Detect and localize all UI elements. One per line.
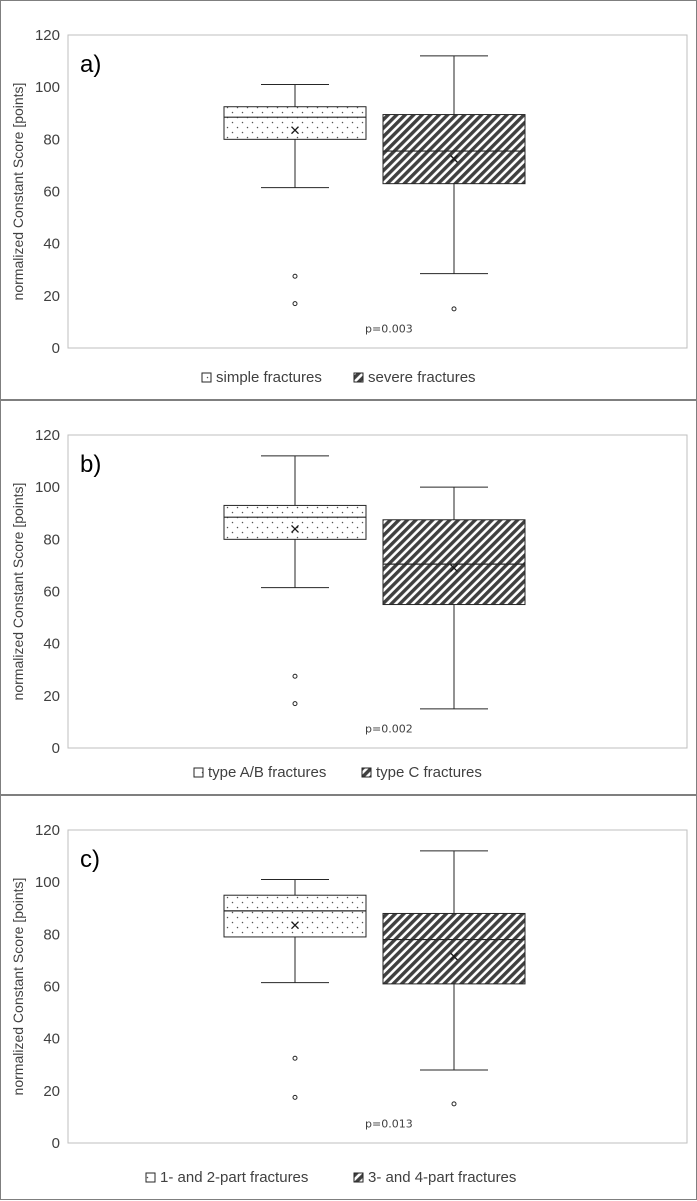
y-axis-label: normalized Constant Score [points]: [10, 482, 26, 701]
box-iqr: [224, 107, 366, 140]
y-tick-label: 80: [43, 131, 60, 149]
y-tick-label: 60: [43, 583, 60, 601]
chart-panel-b: [1, 401, 697, 795]
legend: [202, 369, 476, 386]
legend-label: 3- and 4-part fractures: [368, 1169, 517, 1186]
y-tick-label: 100: [34, 79, 60, 97]
plot-area: [68, 435, 687, 748]
legend-label: simple fractures: [216, 369, 322, 386]
y-tick-label: 40: [43, 235, 60, 253]
y-axis-label: normalized Constant Score [points]: [10, 877, 26, 1096]
outlier-point: [452, 1102, 456, 1106]
legend: [146, 1169, 516, 1186]
chart-panel-a: [1, 1, 697, 400]
panel-label: b): [80, 451, 102, 478]
box-iqr: [383, 115, 525, 184]
y-tick-label: 120: [34, 822, 60, 839]
box-series-2: [383, 487, 525, 709]
y-tick-label: 120: [34, 427, 60, 444]
p-value-annotation: p=0.013: [365, 1117, 413, 1131]
y-tick-label: 60: [43, 183, 60, 201]
legend-label: type C fractures: [376, 764, 482, 781]
y-tick-label: 0: [51, 340, 60, 357]
y-tick-label: 100: [34, 874, 60, 892]
legend: [194, 764, 482, 781]
y-tick-label: 120: [34, 27, 60, 44]
y-tick-label: 20: [43, 1082, 60, 1100]
plot-area: [68, 830, 687, 1143]
p-value-annotation: p=0.003: [365, 322, 413, 336]
box-iqr: [383, 913, 525, 983]
box-iqr: [383, 520, 525, 605]
outlier-point: [293, 274, 297, 278]
panel-frame: [1, 796, 697, 1200]
legend-swatch-hatch: [362, 768, 371, 777]
panel-frame: [1, 1, 697, 400]
y-tick-label: 40: [43, 635, 60, 653]
chart-panel-c: [1, 796, 697, 1200]
panel-frame: [1, 401, 697, 795]
y-tick-label: 20: [43, 287, 60, 305]
box-series-2: [383, 56, 525, 311]
legend-swatch-dots: [146, 1173, 155, 1182]
legend-label: severe fractures: [368, 369, 476, 386]
y-tick-label: 60: [43, 978, 60, 996]
outlier-point: [452, 307, 456, 311]
y-tick-label: 0: [51, 1135, 60, 1152]
outlier-point: [293, 302, 297, 306]
box-series-1: [224, 85, 366, 306]
box-series-1: [224, 456, 366, 706]
y-tick-label: 0: [51, 740, 60, 757]
outlier-point: [293, 1056, 297, 1060]
plot-area: [68, 35, 687, 348]
panel-label: c): [80, 846, 100, 873]
y-axis-label: normalized Constant Score [points]: [10, 82, 26, 301]
box-series-2: [383, 851, 525, 1106]
y-tick-label: 80: [43, 926, 60, 944]
y-tick-label: 20: [43, 687, 60, 705]
legend-label: type A/B fractures: [208, 764, 327, 781]
p-value-annotation: p=0.002: [365, 722, 413, 736]
outlier-point: [293, 674, 297, 678]
legend-swatch-dots: [194, 768, 203, 777]
legend-swatch-hatch: [354, 373, 363, 382]
y-tick-label: 40: [43, 1030, 60, 1048]
y-tick-label: 100: [34, 479, 60, 497]
legend-swatch-dots: [202, 373, 211, 382]
y-tick-label: 80: [43, 531, 60, 549]
outlier-point: [293, 1095, 297, 1099]
legend-label: 1- and 2-part fractures: [160, 1169, 309, 1186]
box-series-1: [224, 880, 366, 1100]
box-iqr: [224, 505, 366, 539]
panel-label: a): [80, 51, 102, 78]
legend-swatch-hatch: [354, 1173, 363, 1182]
outlier-point: [293, 702, 297, 706]
box-iqr: [224, 895, 366, 937]
